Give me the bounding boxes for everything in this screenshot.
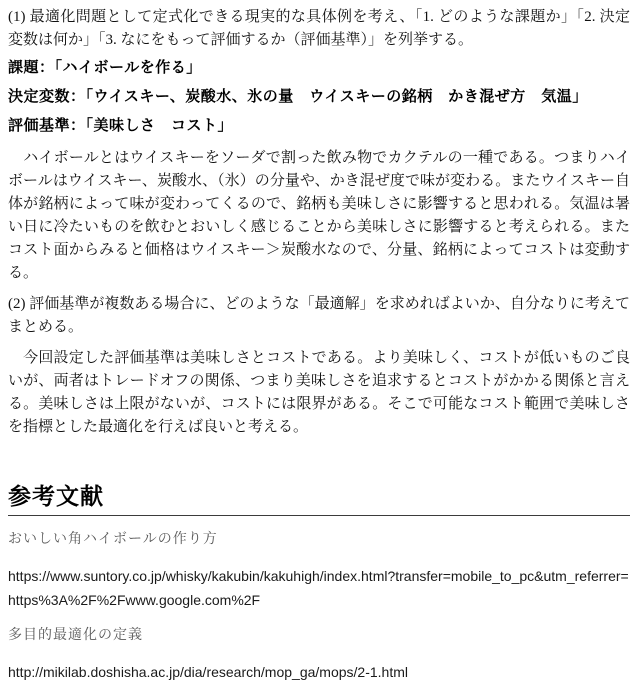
task1-prompt: (1) 最適化問題として定式化できる現実的な具体例を考え、「1. どのような課題か」「2. 決定変数は何か」「3. なにをもって評価するか（評価基準）」を列挙する。 bbox=[8, 9, 630, 48]
reference-url: http://mikilab.doshisha.ac.jp/dia/research/mop_ga/mops/2-1.html bbox=[8, 664, 408, 680]
reference-item bbox=[8, 530, 630, 612]
task1-title-line: 課題：「ハイボールを作る」 bbox=[8, 59, 202, 76]
task1-variables-line: 決定変数：「ウイスキー、炭酸水、氷の量 ウイスキーの銘柄 かき混ぜ方 気温」 bbox=[8, 88, 588, 105]
reference-url: https://www.suntory.co.jp/whisky/kakubin/kakuhigh/index.html?transfer=mobile_to_pc&utm_referrer=https%3A%2F%2Fwww.google.com%2F bbox=[8, 568, 629, 608]
task1-discussion: ハイボールとはウイスキーをソーダで割った飲み物でカクテルの一種である。つまりハイボールはウイスキー、炭酸水、（氷）の分量や、かき混ぜ度で味が変わる。またウイスキー自体が銘柄によって味が変わってくるので、銘柄も美味しさに影響すると思われる。気温は暑い日に冷たいものを飲むとおいしく感じることから美味しさに影響すると考えられる。またコスト面からみると価格はウイスキー＞炭酸水なので、分量、銘柄によってコストは変動する。 bbox=[8, 150, 630, 281]
task2-discussion: 今回設定した評価基準は美味しさとコストである。より美味しく、コストが低いものご良いが、両者はトレードオフの関係、つまり美味しさを追求するとコストがかかる関係と言える。美味しさは上限がないが、コストには限界がある。そこで可能なコスト範囲で美味しさを指標とした最適化を行えば良いと考える。 bbox=[8, 350, 630, 435]
reference-item bbox=[8, 626, 630, 684]
reference-title: 多目的最適化の定義 bbox=[8, 628, 143, 643]
reference-title: おいしい角ハイボールの作り方 bbox=[8, 532, 218, 547]
task2-prompt: (2) 評価基準が複数ある場合に、どのような「最適解」を求めればよいか、自分なりに考えてまとめる。 bbox=[8, 296, 630, 335]
task1-criteria-line: 評価基準：「美味しさ コスト」 bbox=[8, 117, 234, 134]
references-heading: 参考文献 bbox=[8, 481, 630, 516]
